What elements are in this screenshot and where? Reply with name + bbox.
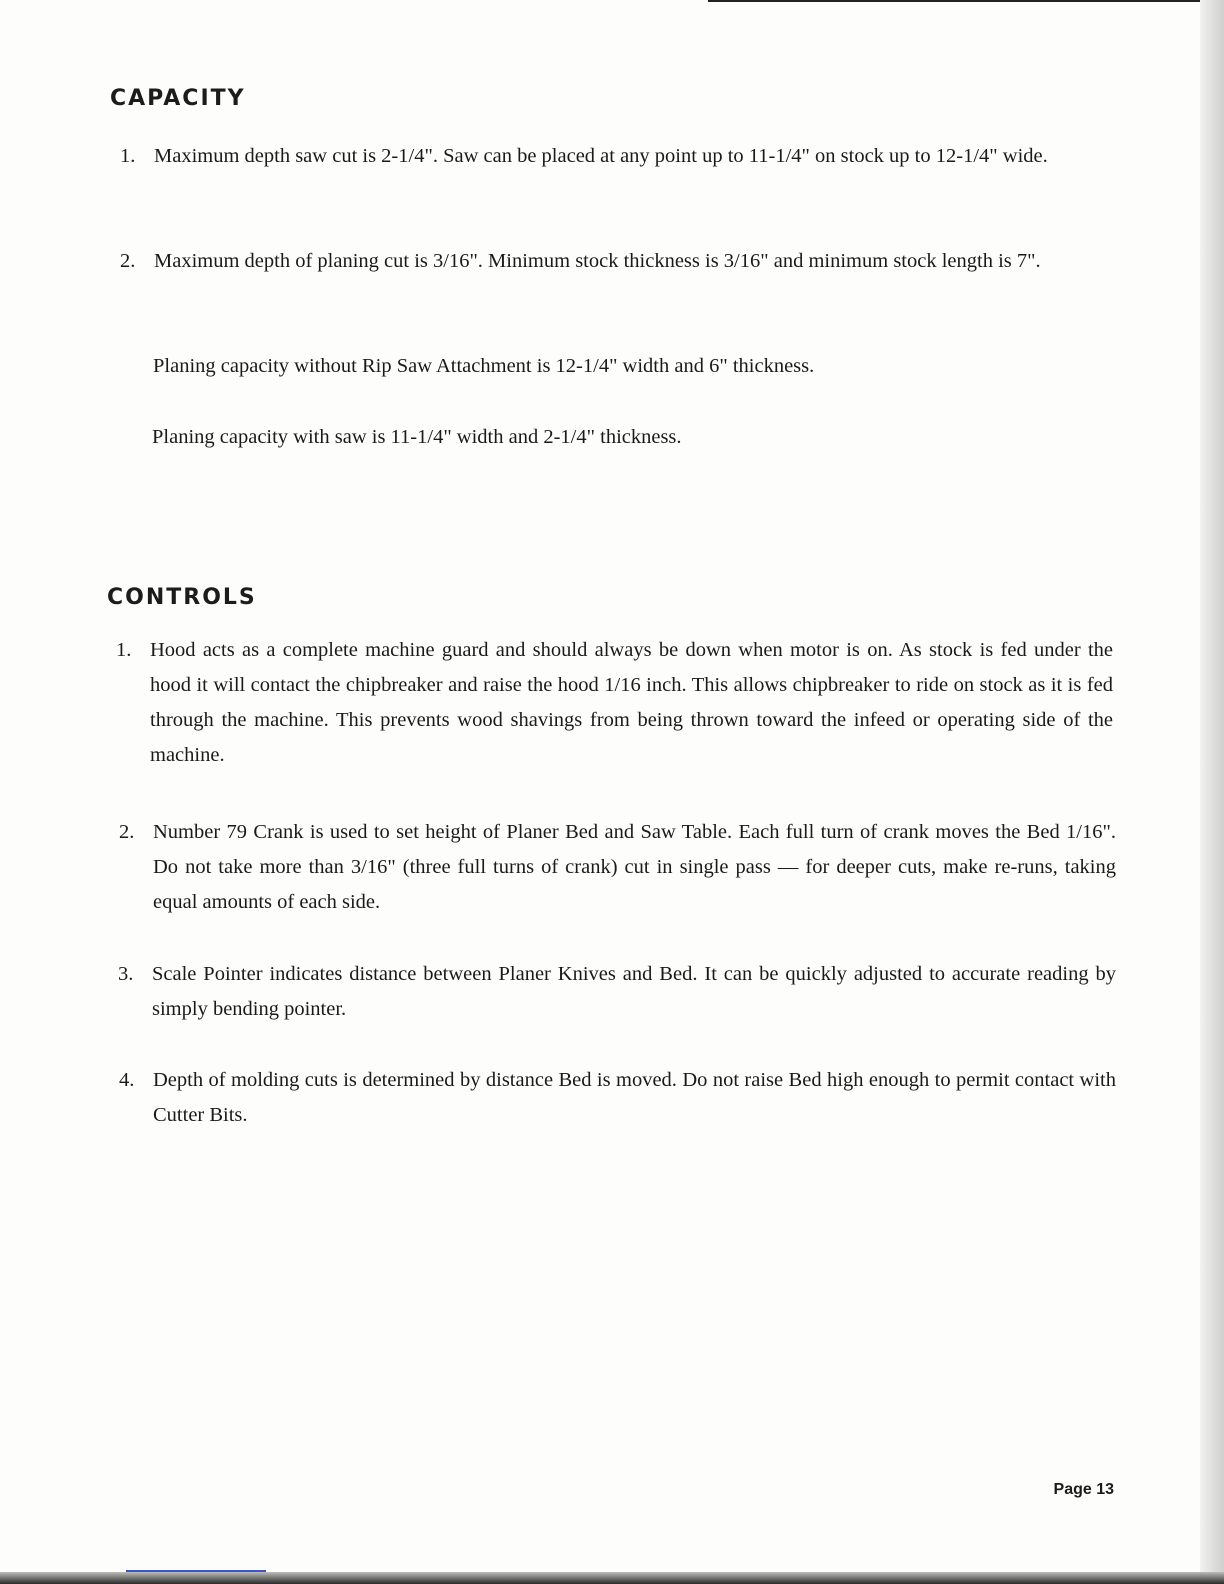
controls-item-1 xyxy=(116,633,1113,773)
capacity-paragraph-without-saw: Planing capacity without Rip Saw Attachment is 12-1/4" width and 6" thickness. xyxy=(153,355,815,377)
controls-item-2 xyxy=(119,815,1116,920)
controls-item-1-text: Hood acts as a complete machine guard and should always be down when motor is on. As stock is fed under the hood it will contact the chipbreaker and raise the hood 1/16 inch. This allows chipbreaker to ride on stock as it is fed through the machine. This prevents wood shavings from being thrown toward the infeed or operating side of the machine. xyxy=(150,639,1113,766)
top-rule xyxy=(708,0,1200,2)
capacity-item-2 xyxy=(120,244,1116,279)
controls-item-2-number: 2. xyxy=(119,821,135,843)
capacity-item-1-text: Maximum depth saw cut is 2-1/4". Saw can be placed at any point up to 11-1/4" on stock up to 12-1/4" wide. xyxy=(154,145,1048,167)
controls-heading: CONTROLS xyxy=(107,585,257,610)
controls-item-3-text: Scale Pointer indicates distance between Planer Knives and Bed. It can be quickly adjusted to accurate reading by simply bending pointer. xyxy=(152,963,1116,1020)
controls-item-1-number: 1. xyxy=(116,639,132,661)
capacity-heading: CAPACITY xyxy=(110,86,246,111)
controls-item-4-number: 4. xyxy=(119,1069,135,1091)
controls-item-4 xyxy=(119,1063,1116,1133)
controls-item-3 xyxy=(118,957,1116,1027)
controls-item-3-number: 3. xyxy=(118,963,134,985)
capacity-item-1-number: 1. xyxy=(120,145,136,167)
capacity-item-2-text: Maximum depth of planing cut is 3/16". Minimum stock thickness is 3/16" and minimum stock length is 7". xyxy=(154,250,1041,272)
controls-item-2-text: Number 79 Crank is used to set height of Planer Bed and Saw Table. Each full turn of crank moves the Bed 1/16". Do not take more than 3/16" (three full turns of crank) cut in single pass — for deeper cuts, make re-runs, taking equal amounts of each side. xyxy=(153,821,1116,913)
controls-item-4-text: Depth of molding cuts is determined by distance Bed is moved. Do not raise Bed high enough to permit contact with Cutter Bits. xyxy=(153,1069,1116,1126)
bottom-blue-mark xyxy=(126,1570,266,1572)
capacity-item-1 xyxy=(120,139,1116,174)
capacity-item-2-number: 2. xyxy=(120,250,136,272)
capacity-paragraph-with-saw: Planing capacity with saw is 11-1/4" width and 2-1/4" thickness. xyxy=(152,426,682,448)
page-number: Page 13 xyxy=(1053,1481,1114,1498)
bottom-edge-shadow xyxy=(0,1572,1224,1584)
page-edge-shadow xyxy=(1200,0,1224,1584)
